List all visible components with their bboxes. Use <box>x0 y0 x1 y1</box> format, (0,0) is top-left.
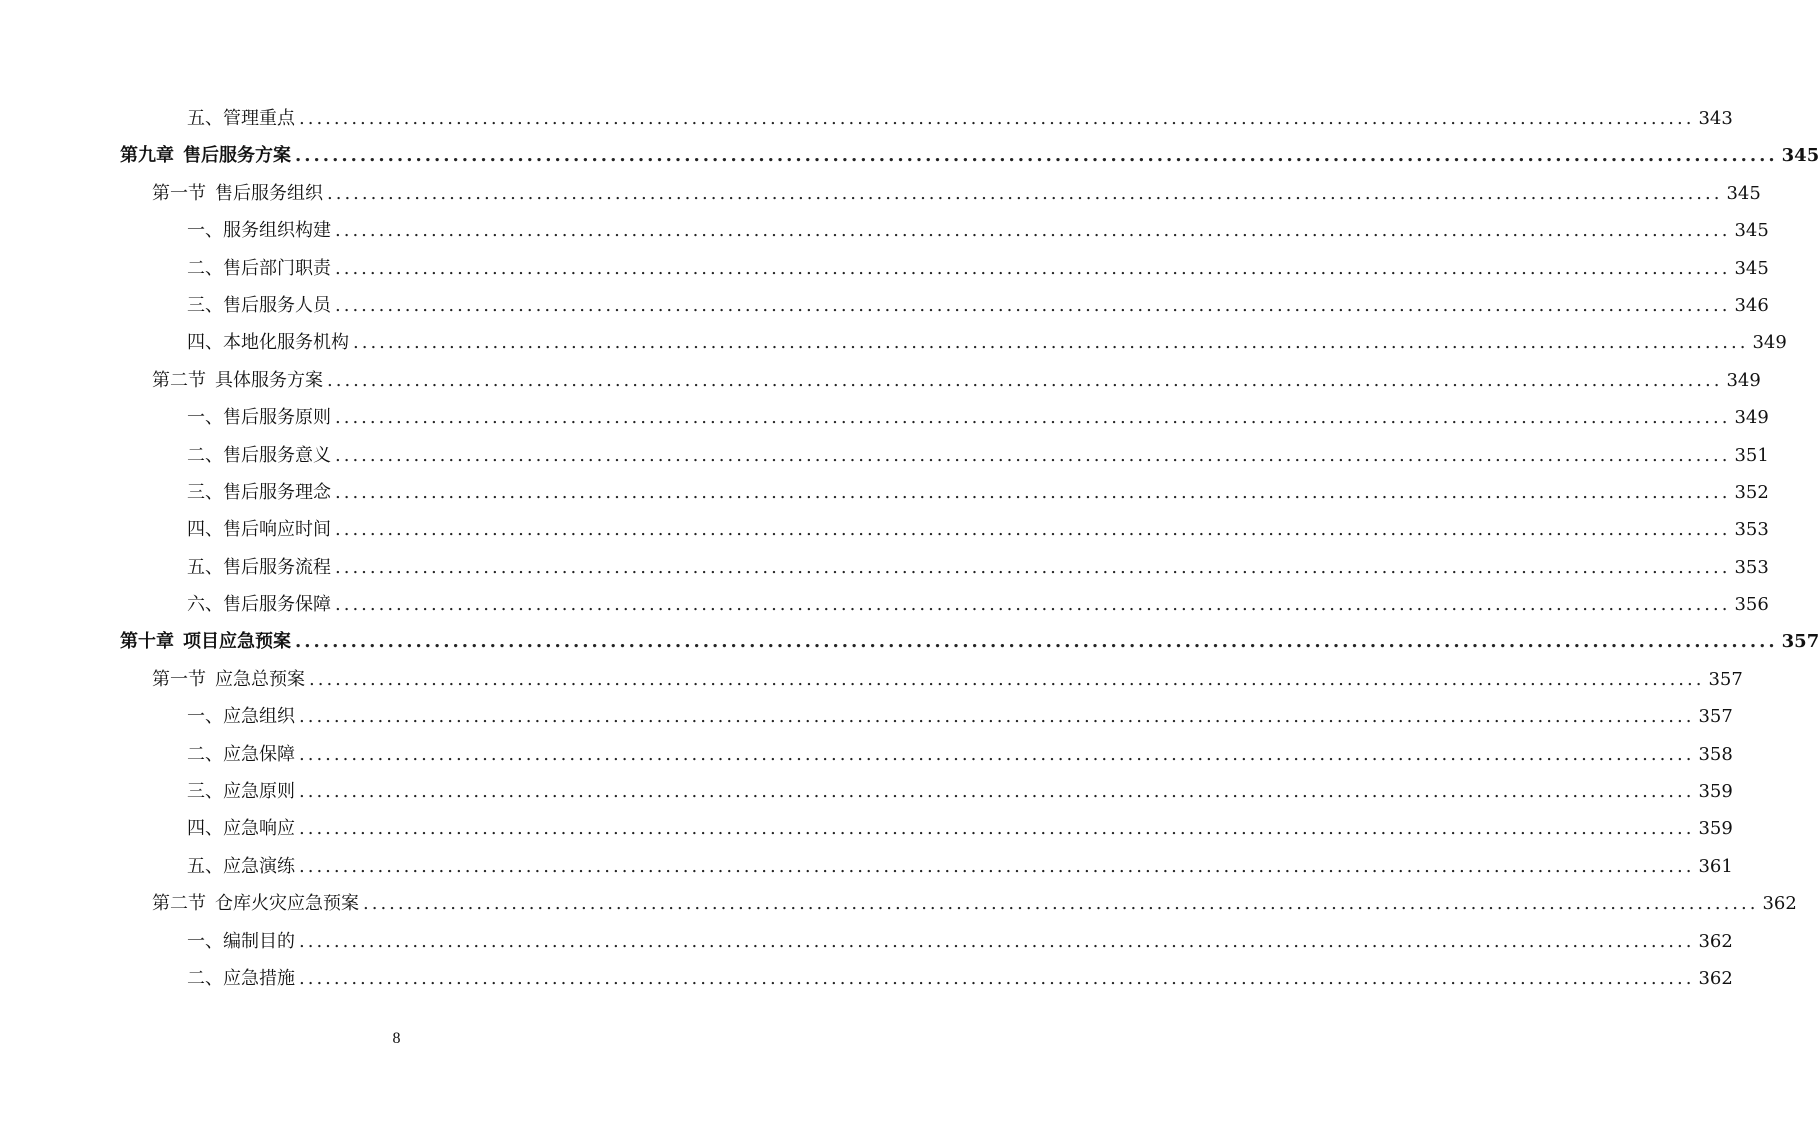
toc-page-number: 362 <box>1698 930 1733 952</box>
toc-chapter-entry[interactable] <box>120 137 1819 174</box>
toc-item-entry[interactable] <box>120 698 1733 735</box>
toc-entry-label: 三、 <box>187 781 223 803</box>
toc-entry-text: 应急原则 <box>223 781 295 803</box>
toc-entry-label: 第十章 <box>120 631 174 653</box>
toc-entry-text: 售后响应时间 <box>223 519 331 541</box>
toc-entry-title <box>187 698 295 735</box>
toc-entry-title <box>187 923 295 960</box>
toc-dot-leader: ................................................................................................................................................................ <box>335 257 1731 279</box>
toc-dot-leader: ................................................................................................................................................................ <box>353 332 1749 354</box>
toc-dot-leader: ................................................................................................................................................................ <box>335 444 1731 466</box>
toc-entry-text: 售后服务人员 <box>223 294 331 316</box>
toc-dot-leader: ................................................................................................................................................................ <box>335 519 1731 541</box>
toc-entry-label: 四、 <box>187 519 223 541</box>
toc-page-number: 358 <box>1698 743 1733 765</box>
toc-entry-text: 编制目的 <box>223 930 295 952</box>
toc-page-number: 345 <box>1734 257 1769 279</box>
toc-page-number: 353 <box>1734 519 1769 541</box>
toc-dot-leader: ................................................................................................................................................................ <box>327 369 1723 391</box>
toc-entry-title <box>187 474 331 511</box>
toc-item-entry[interactable] <box>120 773 1733 810</box>
toc-page-number: 356 <box>1734 594 1769 616</box>
toc-dot-leader: ................................................................................................................................................................ <box>299 855 1695 877</box>
toc-entry-text: 售后服务组织 <box>215 182 323 204</box>
page-number: 8 <box>392 1030 401 1047</box>
toc-dot-leader: ................................................................................................................................................................ <box>295 145 1778 167</box>
toc-entry-text: 本地化服务机构 <box>223 332 349 354</box>
toc-page-number: 349 <box>1752 332 1787 354</box>
toc-entry-label: 五、 <box>187 855 223 877</box>
toc-entry-text: 仓库火灾应急预案 <box>215 893 359 915</box>
toc-entry-text: 应急组织 <box>223 706 295 728</box>
toc-entry-text: 应急响应 <box>223 818 295 840</box>
toc-entry-text: 售后服务理念 <box>223 481 331 503</box>
toc-entry-text: 应急保障 <box>223 743 295 765</box>
toc-entry-label: 二、 <box>187 743 223 765</box>
toc-page-number: 359 <box>1698 818 1733 840</box>
toc-dot-leader: ................................................................................................................................................................ <box>335 556 1731 578</box>
toc-dot-leader: ................................................................................................................................................................ <box>299 818 1695 840</box>
toc-entry-title <box>187 399 331 436</box>
toc-dot-leader: ................................................................................................................................................................ <box>335 594 1731 616</box>
toc-entry-text: 具体服务方案 <box>215 369 323 391</box>
toc-item-entry[interactable] <box>120 960 1733 997</box>
toc-dot-leader: ................................................................................................................................................................ <box>327 182 1723 204</box>
toc-page-number: 352 <box>1734 481 1769 503</box>
toc-dot-leader: ................................................................................................................................................................ <box>299 967 1695 989</box>
toc-entry-label: 五、 <box>187 108 223 129</box>
toc-entry-label: 二、 <box>187 967 223 989</box>
toc-entry-title <box>187 848 295 885</box>
toc-entry-label: 一、 <box>187 930 223 952</box>
toc-dot-leader: ................................................................................................................................................................ <box>295 631 1778 653</box>
toc-entry-label: 四、 <box>187 332 223 354</box>
toc-item-entry[interactable] <box>120 212 1769 249</box>
toc-item-entry[interactable] <box>120 399 1769 436</box>
toc-page-number: 362 <box>1762 893 1797 915</box>
toc-page-number: 345 <box>1726 182 1761 204</box>
toc-item-entry[interactable] <box>120 324 1787 361</box>
toc-dot-leader: ................................................................................................................................................................ <box>299 108 1695 129</box>
toc-page-number: 351 <box>1734 444 1769 466</box>
toc-entry-title <box>187 810 295 847</box>
toc-entry-text: 应急措施 <box>223 967 295 989</box>
toc-item-entry[interactable] <box>120 287 1769 324</box>
toc-entry-title <box>187 960 295 997</box>
toc-entry-label: 二、 <box>187 444 223 466</box>
toc-page-number: 345 <box>1781 145 1819 167</box>
toc-dot-leader: ................................................................................................................................................................ <box>335 481 1731 503</box>
toc-dot-leader: ................................................................................................................................................................ <box>335 407 1731 429</box>
toc-entry-label: 六、 <box>187 594 223 616</box>
toc-entry-title <box>187 212 331 249</box>
toc-entry-title <box>187 549 331 586</box>
toc-item-entry[interactable] <box>120 736 1733 773</box>
toc-entry-text: 管理重点 <box>223 108 295 129</box>
toc-page-number: 349 <box>1726 369 1761 391</box>
toc-entry-label: 三、 <box>187 294 223 316</box>
toc-entry-title <box>120 137 291 174</box>
toc-page-number: 345 <box>1734 220 1769 242</box>
toc-entry-title <box>152 885 359 922</box>
toc-entry-label: 一、 <box>187 220 223 242</box>
toc-entry-label: 四、 <box>187 818 223 840</box>
toc-entry-label: 第九章 <box>120 145 174 167</box>
toc-page-number: 362 <box>1698 967 1733 989</box>
toc-entry-label: 一、 <box>187 407 223 429</box>
toc-item-entry[interactable] <box>120 511 1769 548</box>
toc-item-entry[interactable] <box>120 848 1733 885</box>
toc-entry-text: 售后服务原则 <box>223 407 331 429</box>
toc-entry-title <box>187 511 331 548</box>
toc-dot-leader: ................................................................................................................................................................ <box>309 668 1705 690</box>
toc-entry-title <box>152 175 323 212</box>
toc-item-entry[interactable] <box>120 100 1733 137</box>
toc-dot-leader: ................................................................................................................................................................ <box>299 743 1695 765</box>
toc-item-entry[interactable] <box>120 474 1769 511</box>
toc-page-number: 346 <box>1734 294 1769 316</box>
toc-entry-title <box>187 773 295 810</box>
toc-section-entry[interactable] <box>120 661 1743 698</box>
toc-item-entry[interactable] <box>120 810 1733 847</box>
toc-dot-leader: ................................................................................................................................................................ <box>363 893 1759 915</box>
table-of-contents <box>120 100 1819 997</box>
toc-entry-text: 应急总预案 <box>215 668 305 690</box>
toc-entry-label: 二、 <box>187 257 223 279</box>
toc-entry-title <box>120 623 291 660</box>
toc-entry-text: 应急演练 <box>223 855 295 877</box>
toc-item-entry[interactable] <box>120 549 1769 586</box>
toc-page-number: 357 <box>1708 668 1743 690</box>
toc-section-entry[interactable] <box>120 175 1761 212</box>
toc-item-entry[interactable] <box>120 437 1769 474</box>
toc-entry-label: 第一节 <box>152 182 206 204</box>
toc-page-number: 357 <box>1698 706 1733 728</box>
toc-entry-label: 第二节 <box>152 369 206 391</box>
toc-entry-text: 服务组织构建 <box>223 220 331 242</box>
toc-dot-leader: ................................................................................................................................................................ <box>299 930 1695 952</box>
toc-entry-title <box>187 250 331 287</box>
toc-item-entry[interactable] <box>120 586 1769 623</box>
toc-page-number: 353 <box>1734 556 1769 578</box>
toc-page-number: 361 <box>1698 855 1733 877</box>
toc-entry-title <box>187 287 331 324</box>
toc-entry-label: 第二节 <box>152 893 206 915</box>
toc-dot-leader: ................................................................................................................................................................ <box>335 294 1731 316</box>
toc-dot-leader: ................................................................................................................................................................ <box>299 706 1695 728</box>
toc-entry-label: 第一节 <box>152 668 206 690</box>
toc-entry-title <box>187 736 295 773</box>
toc-entry-text: 项目应急预案 <box>183 631 291 653</box>
toc-entry-title <box>152 362 323 399</box>
toc-entry-text: 售后服务方案 <box>183 145 291 167</box>
toc-dot-leader: ................................................................................................................................................................ <box>335 220 1731 242</box>
toc-entry-title <box>187 437 331 474</box>
toc-entry-title <box>187 100 295 137</box>
toc-page-number: 359 <box>1698 781 1733 803</box>
toc-dot-leader: ................................................................................................................................................................ <box>299 781 1695 803</box>
toc-entry-label: 五、 <box>187 556 223 578</box>
toc-entry-title <box>152 661 305 698</box>
toc-section-entry[interactable] <box>120 885 1797 922</box>
toc-entry-label: 三、 <box>187 481 223 503</box>
toc-entry-text: 售后部门职责 <box>223 257 331 279</box>
toc-page-number: 357 <box>1781 631 1819 653</box>
toc-page-number: 349 <box>1734 407 1769 429</box>
toc-item-entry[interactable] <box>120 923 1733 960</box>
toc-chapter-entry[interactable] <box>120 623 1819 660</box>
toc-section-entry[interactable] <box>120 362 1761 399</box>
toc-item-entry[interactable] <box>120 250 1769 287</box>
toc-entry-text: 售后服务保障 <box>223 594 331 616</box>
toc-entry-text: 售后服务流程 <box>223 556 331 578</box>
toc-page-number: 343 <box>1698 108 1733 129</box>
toc-entry-title <box>187 324 349 361</box>
toc-entry-text: 售后服务意义 <box>223 444 331 466</box>
toc-entry-title <box>187 586 331 623</box>
toc-entry-label: 一、 <box>187 706 223 728</box>
